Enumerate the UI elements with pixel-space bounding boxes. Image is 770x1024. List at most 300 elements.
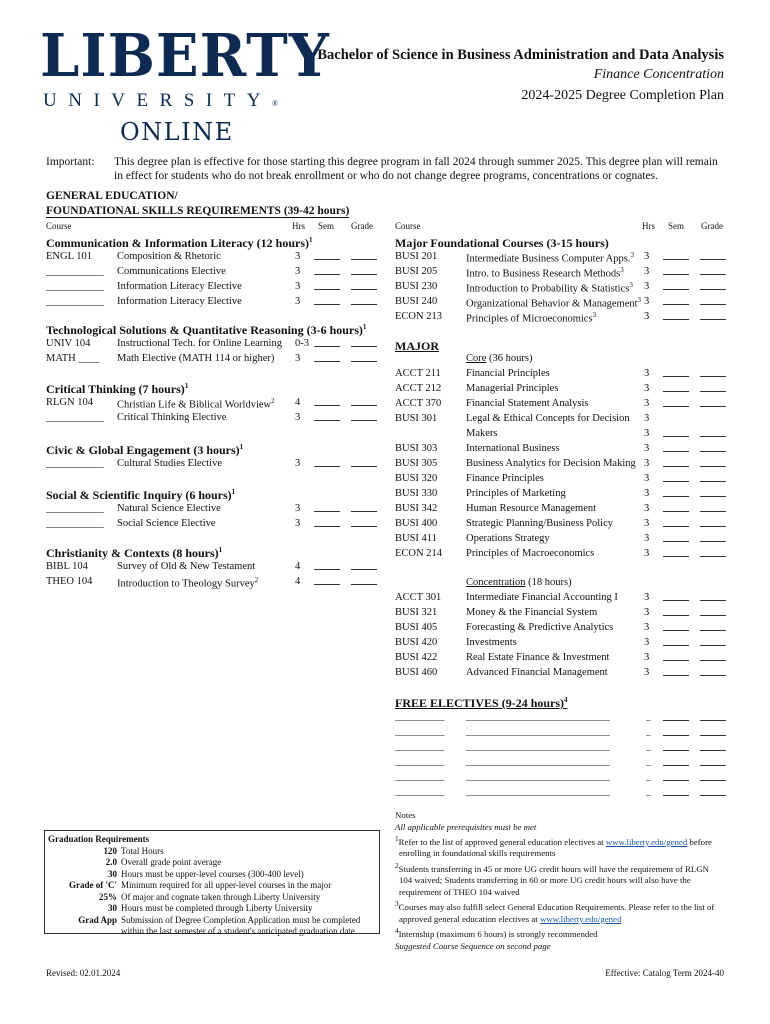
course-name xyxy=(466,383,558,394)
grade-blank[interactable] xyxy=(700,757,726,766)
semester-blank[interactable] xyxy=(663,592,689,601)
semester-blank[interactable] xyxy=(663,443,689,452)
notes xyxy=(395,810,725,952)
semester-blank[interactable] xyxy=(663,757,689,766)
course-hours: 0-3 xyxy=(295,338,309,349)
semester-blank[interactable] xyxy=(663,652,689,661)
course-row xyxy=(0,607,770,622)
course-name-text: Business Analytics for Decision Making xyxy=(466,458,636,469)
course-code: BUSI 321 xyxy=(395,607,438,618)
grad-item xyxy=(45,892,379,904)
grad-item-key: Grade of 'C' xyxy=(69,880,117,890)
elective-name-blank[interactable]: ________________________________ xyxy=(466,772,610,782)
course-code: BUSI 305 xyxy=(395,458,438,469)
course-name-text: Money & the Financial System xyxy=(466,607,598,618)
course-row xyxy=(0,338,770,353)
course-name xyxy=(466,533,550,544)
course-hours: 3 xyxy=(644,533,650,544)
liberty-logo-online: ONLINE xyxy=(120,118,234,146)
concentration-heading-hours: (18 hours) xyxy=(525,577,572,588)
course-hours: 3 xyxy=(644,443,650,454)
semester-blank[interactable] xyxy=(663,368,689,377)
grade-blank[interactable] xyxy=(351,353,377,362)
elective-hours-blank[interactable]: _ xyxy=(646,757,651,767)
grad-item-key: 25% xyxy=(99,891,117,902)
course-row xyxy=(0,368,770,383)
course-row xyxy=(0,576,770,591)
grad-item xyxy=(45,869,379,881)
grade-blank[interactable] xyxy=(700,443,726,452)
grad-item-key: 30 xyxy=(108,868,117,879)
gened-link-2[interactable]: www.liberty.edu/gened xyxy=(539,913,622,924)
course-row xyxy=(0,353,770,368)
grad-item-key: 120 xyxy=(103,845,117,856)
grade-blank[interactable] xyxy=(700,428,726,437)
course-code: ___________ xyxy=(46,296,104,307)
grad-item-key: Grad App xyxy=(78,914,117,925)
effective-term: Effective: Catalog Term 2024-40 xyxy=(605,968,724,978)
semester-blank[interactable] xyxy=(663,503,689,512)
elective-name-blank[interactable]: ________________________________ xyxy=(466,757,610,767)
course-name xyxy=(466,488,566,499)
course-row xyxy=(0,413,770,428)
logo-university-text: UNIVERSITY xyxy=(43,90,272,111)
free-elective-row xyxy=(0,787,770,802)
course-name-text: Finance Principles xyxy=(466,473,544,484)
course-hours: 3 xyxy=(644,413,650,424)
grade-blank[interactable] xyxy=(700,592,726,601)
course-name xyxy=(466,458,636,469)
course-code: BIBL 104 xyxy=(46,561,88,572)
footnote-marker: 1 xyxy=(218,546,223,554)
footnote-marker: 1 xyxy=(362,323,367,331)
grade-blank[interactable] xyxy=(700,251,726,260)
grad-item-value: Minimum required for all upper-level courses in the major xyxy=(121,880,332,890)
graduation-requirements xyxy=(44,830,380,934)
course-hours: 3 xyxy=(644,311,650,322)
course-code: ACCT 370 xyxy=(395,398,442,409)
course-row xyxy=(0,443,770,458)
course-code: BUSI 460 xyxy=(395,667,438,678)
course-name-text: Introduction to Theology Survey xyxy=(117,578,255,590)
semester-blank[interactable] xyxy=(663,488,689,497)
course-code: BUSI 230 xyxy=(395,281,438,292)
note-2: $^2$Students transferring in 45 or more UG credit hours will have the requirement of RLGN xyxy=(395,860,709,874)
important-notice xyxy=(46,155,726,183)
course-code: BUSI 405 xyxy=(395,622,438,633)
course-name-text: Principles of Microeconomics xyxy=(466,313,593,325)
course-name-text: Intermediate Financial Accounting I xyxy=(466,592,618,603)
note-sequence: Suggested Course Sequence on second page xyxy=(395,940,551,951)
course-row-cont xyxy=(0,428,770,443)
note-1-tail: before xyxy=(687,836,712,847)
semester-blank[interactable] xyxy=(663,296,689,305)
course-hours: 3 xyxy=(644,622,650,633)
course-name-text: Introduction to Probability & Statistics xyxy=(466,283,630,295)
course-row xyxy=(0,667,770,682)
semester-blank[interactable] xyxy=(663,548,689,557)
plan-title: 2024-2025 Degree Completion Plan xyxy=(521,88,724,103)
course-hours: 3 xyxy=(644,296,650,307)
course-code: THEO 104 xyxy=(46,576,93,587)
course-row xyxy=(0,518,770,533)
important-label: Important: xyxy=(46,156,95,168)
semester-blank[interactable] xyxy=(663,281,689,290)
grade-blank[interactable] xyxy=(700,727,726,736)
course-hours: 3 xyxy=(644,637,650,648)
note-3: $^3$Courses may also fulfill select General Education Requirements. Please refer to the list of xyxy=(395,899,715,913)
semester-blank[interactable] xyxy=(314,576,340,585)
course-hours: 3 xyxy=(644,503,650,514)
course-code: ___________ xyxy=(46,518,104,529)
course-name xyxy=(117,353,274,364)
course-name xyxy=(466,443,560,454)
semester-blank[interactable] xyxy=(314,338,340,347)
course-hours: 4 xyxy=(295,561,301,572)
elective-hours-blank[interactable]: _ xyxy=(646,787,651,797)
course-name xyxy=(466,251,634,265)
grade-blank[interactable] xyxy=(700,383,726,392)
course-code: ENGL 101 xyxy=(46,251,92,262)
semester-blank[interactable] xyxy=(663,772,689,781)
grade-blank[interactable] xyxy=(700,548,726,557)
course-row xyxy=(0,652,770,667)
grade-blank[interactable] xyxy=(700,652,726,661)
course-name-text: Forecasting & Predictive Analytics xyxy=(466,622,614,633)
course-row xyxy=(0,311,770,326)
grade-blank[interactable] xyxy=(700,772,726,781)
semester-blank[interactable] xyxy=(663,712,689,721)
course-hours: 3 xyxy=(295,296,301,307)
course-name-text: Strategic Planning/Business Policy xyxy=(466,518,613,529)
core-heading-hours: (36 hours) xyxy=(486,353,533,364)
section-title-text: Civic & Global Engagement (3 hours) xyxy=(46,443,240,457)
course-row xyxy=(0,266,770,281)
elective-name-blank[interactable]: ________________________________ xyxy=(466,727,610,737)
course-name-text: Survey of Old & New Testament xyxy=(117,561,256,572)
semester-blank[interactable] xyxy=(663,311,689,320)
semester-blank[interactable] xyxy=(663,458,689,467)
grade-blank[interactable] xyxy=(700,296,726,305)
gen-ed-section-title xyxy=(46,236,312,251)
course-hours: 3 xyxy=(644,607,650,618)
course-name-text: Communications Elective xyxy=(117,266,226,277)
grade-blank[interactable] xyxy=(700,503,726,512)
major-foundational-title: Major Foundational Courses (3-15 hours) xyxy=(395,236,609,250)
course-hours: 4 xyxy=(295,397,301,408)
course-name xyxy=(466,368,550,379)
col-course: Course xyxy=(395,221,421,231)
free-elective-row xyxy=(0,742,770,757)
course-row xyxy=(0,458,770,473)
grad-item-value: Submission of Degree Completion Application must be completed xyxy=(121,914,361,925)
course-name-text: Principles of Macroeconomics xyxy=(466,548,595,559)
footnote-marker: 3 xyxy=(630,251,634,259)
footnote-marker: 3 xyxy=(629,281,633,289)
course-code: BUSI 201 xyxy=(395,251,438,262)
course-code: BUSI 420 xyxy=(395,637,438,648)
course-row xyxy=(0,561,770,576)
course-code: BUSI 240 xyxy=(395,296,438,307)
course-name-text: Intro. to Business Research Methods xyxy=(466,268,621,280)
col-grade: Grade xyxy=(701,221,723,231)
elective-course-blank[interactable]: ___________ xyxy=(395,727,445,737)
course-name xyxy=(466,296,641,310)
grade-blank[interactable] xyxy=(700,398,726,407)
course-hours: 3 xyxy=(644,652,650,663)
course-hours: 3 xyxy=(644,548,650,559)
course-name xyxy=(466,413,630,424)
course-code: ACCT 301 xyxy=(395,592,442,603)
grade-blank[interactable] xyxy=(700,712,726,721)
course-row xyxy=(0,473,770,488)
course-name-text: Financial Statement Analysis xyxy=(466,398,589,409)
course-hours: 3 xyxy=(644,428,650,439)
course-row xyxy=(0,296,770,311)
free-elective-row xyxy=(0,757,770,772)
semester-blank[interactable] xyxy=(663,607,689,616)
course-row xyxy=(0,398,770,413)
grade-blank[interactable] xyxy=(700,787,726,796)
course-row xyxy=(0,592,770,607)
course-name-text: Financial Principles xyxy=(466,368,550,379)
section-title-text: Technological Solutions & Quantitative Reasoning (3-6 hours) xyxy=(46,323,363,337)
course-name-text: Managerial Principles xyxy=(466,383,559,394)
course-name xyxy=(466,607,597,618)
col-sem: Sem xyxy=(318,221,335,231)
grade-blank[interactable] xyxy=(700,622,726,631)
elective-course-blank[interactable]: ___________ xyxy=(395,787,445,797)
course-name xyxy=(466,281,633,295)
course-hours: 3 xyxy=(644,518,650,529)
free-elective-row xyxy=(0,712,770,727)
course-name-text: Critical Thinking Elective xyxy=(117,412,227,423)
grade-blank[interactable] xyxy=(700,637,726,646)
footnote-marker: 4 xyxy=(564,696,568,704)
course-hours: 3 xyxy=(295,503,301,514)
grad-item-value: Hours must be upper-level courses (300-400 level) xyxy=(121,868,304,879)
footnote-marker: 3 xyxy=(620,266,624,274)
course-code: ___________ xyxy=(46,281,104,292)
grade-blank[interactable] xyxy=(700,742,726,751)
concentration-heading-label: Concentration xyxy=(466,577,526,588)
course-code: ECON 214 xyxy=(395,548,442,559)
gened-link[interactable]: www.liberty.edu/gened xyxy=(605,836,688,847)
right-column-headers xyxy=(0,221,770,233)
course-hours: 3 xyxy=(644,592,650,603)
footnote-marker: 1 xyxy=(184,382,189,390)
course-name xyxy=(466,637,517,648)
col-course: Course xyxy=(46,221,72,231)
grade-blank[interactable] xyxy=(700,311,726,320)
grad-item xyxy=(45,903,379,915)
grad-title: Graduation Requirements xyxy=(48,834,150,844)
elective-course-blank[interactable]: ___________ xyxy=(395,772,445,782)
elective-name-blank[interactable]: ________________________________ xyxy=(466,712,610,722)
semester-blank[interactable] xyxy=(663,473,689,482)
course-name-text: Natural Science Elective xyxy=(117,503,221,514)
grade-blank[interactable] xyxy=(700,607,726,616)
liberty-logo-wordmark: LIBERTY xyxy=(40,21,330,91)
course-hours: 3 xyxy=(644,281,650,292)
grade-blank[interactable] xyxy=(700,533,726,542)
elective-course-blank[interactable]: ___________ xyxy=(395,742,445,752)
course-row xyxy=(0,533,770,548)
course-name-text: Information Literacy Elective xyxy=(117,296,242,307)
course-name xyxy=(466,592,618,603)
elective-name-blank[interactable]: ________________________________ xyxy=(466,742,610,752)
semester-blank[interactable] xyxy=(663,428,689,437)
course-hours: 3 xyxy=(644,488,650,499)
semester-blank[interactable] xyxy=(663,622,689,631)
free-electives-text: FREE ELECTIVES (9-24 hours) xyxy=(395,696,565,710)
grade-blank[interactable] xyxy=(700,488,726,497)
course-name-text: Operations Strategy xyxy=(466,533,550,544)
core-heading xyxy=(466,353,533,368)
course-hours: 3 xyxy=(295,353,301,364)
semester-blank[interactable] xyxy=(663,637,689,646)
elective-name-blank[interactable]: ________________________________ xyxy=(466,787,610,797)
course-code: RLGN 104 xyxy=(46,397,93,408)
grade-blank[interactable] xyxy=(700,458,726,467)
section-title-text: Critical Thinking (7 hours) xyxy=(46,382,185,396)
course-name-text: Real Estate Finance & Investment xyxy=(466,652,610,663)
section-title-text: Social & Scientific Inquiry (6 hours) xyxy=(46,488,232,502)
course-hours: 3 xyxy=(295,266,301,277)
course-name-text: Christian Life & Biblical Worldview xyxy=(117,399,272,411)
semester-blank[interactable] xyxy=(663,727,689,736)
grade-blank[interactable] xyxy=(700,518,726,527)
footnote-marker: 3 xyxy=(637,296,642,304)
course-hours: 3 xyxy=(295,412,301,423)
semester-blank[interactable] xyxy=(663,518,689,527)
core-heading-label: Core xyxy=(466,353,487,364)
course-hours: 3 xyxy=(295,281,301,292)
course-code: BUSI 422 xyxy=(395,652,438,663)
footnote-marker: 2 xyxy=(271,397,275,405)
footnote-marker: 1 xyxy=(239,443,244,451)
col-hrs: Hrs xyxy=(292,221,305,231)
course-name xyxy=(466,652,609,663)
free-electives-heading xyxy=(395,696,568,711)
course-hours: 3 xyxy=(644,368,650,379)
course-name-text: Instructional Tech. for Online Learning xyxy=(117,338,282,349)
grade-blank[interactable] xyxy=(700,266,726,275)
course-name-text: Investments xyxy=(466,637,517,648)
grad-item xyxy=(45,857,379,869)
course-code: ___________ xyxy=(46,266,104,277)
course-row xyxy=(0,637,770,652)
course-code: ___________ xyxy=(46,412,104,423)
elective-course-blank[interactable]: ___________ xyxy=(395,712,445,722)
grade-blank[interactable] xyxy=(700,368,726,377)
course-hours: 4 xyxy=(295,576,301,587)
course-name xyxy=(466,266,624,280)
course-name xyxy=(466,622,613,633)
course-name xyxy=(466,667,608,678)
course-hours: 3 xyxy=(295,251,301,262)
grade-blank[interactable] xyxy=(351,338,377,347)
semester-blank[interactable] xyxy=(663,383,689,392)
note-1: $^1$Refer to the list of approved general education electives at www.liberty.edu/gened before xyxy=(395,834,712,847)
course-hours: 3 xyxy=(295,518,301,529)
semester-blank[interactable] xyxy=(314,353,340,362)
note-4: $^4$Internship (maximum 6 hours) is strongly recommended xyxy=(395,926,598,940)
course-code: BUSI 205 xyxy=(395,266,438,277)
note-3-cont-text: approved general education electives at xyxy=(399,913,540,924)
course-hours: 3 xyxy=(644,251,650,262)
note-2-cont2: requirement of THEO 104 waived xyxy=(399,886,520,897)
col-sem: Sem xyxy=(668,221,685,231)
course-hours: 3 xyxy=(644,398,650,409)
elective-hours-blank[interactable]: _ xyxy=(646,727,651,737)
course-hours: 3 xyxy=(644,473,650,484)
course-name xyxy=(466,311,596,325)
elective-course-blank[interactable]: ___________ xyxy=(395,757,445,767)
course-name xyxy=(466,518,613,529)
elective-hours-blank[interactable]: _ xyxy=(646,772,651,782)
course-code: ACCT 211 xyxy=(395,368,441,379)
footnote-marker: 3 xyxy=(592,311,597,319)
course-row xyxy=(0,503,770,518)
important-text: This degree plan is effective for those starting this degree program in fall 2024 through summer 2025. This degree plan will remain in effect for students who do not break enrollment or who do not change degree programs, concentrations or cognates. xyxy=(114,156,718,182)
course-name-text: International Business xyxy=(466,443,560,454)
course-name xyxy=(117,576,258,590)
elective-hours-blank[interactable]: _ xyxy=(646,712,651,722)
course-name xyxy=(466,548,594,559)
course-code: BUSI 342 xyxy=(395,503,438,514)
course-code: BUSI 301 xyxy=(395,413,438,424)
elective-hours-blank[interactable]: _ xyxy=(646,742,651,752)
grad-item-value: Hours must be completed through Liberty University xyxy=(121,903,313,913)
course-hours: 3 xyxy=(644,383,650,394)
note-2-text: Students transferring in 45 or more UG credit hours will have the requirement of RLGN xyxy=(398,863,709,874)
semester-blank[interactable] xyxy=(663,787,689,796)
grad-item-key: 2.0 xyxy=(105,857,117,867)
semester-blank[interactable] xyxy=(663,667,689,676)
semester-blank[interactable] xyxy=(663,742,689,751)
semester-blank[interactable] xyxy=(663,398,689,407)
grad-item-value: Total Hours xyxy=(121,845,164,856)
col-grade: Grade xyxy=(351,221,373,231)
semester-blank[interactable] xyxy=(663,251,689,260)
semester-blank[interactable] xyxy=(663,533,689,542)
grade-blank[interactable] xyxy=(700,667,726,676)
course-row xyxy=(0,488,770,503)
grade-blank[interactable] xyxy=(700,473,726,482)
course-hours: 3 xyxy=(295,458,301,469)
note-3-cont xyxy=(395,914,725,926)
notes-title: Notes xyxy=(395,810,416,820)
course-name-text: Legal & Ethical Concepts for Decision xyxy=(466,413,630,424)
grad-item xyxy=(45,915,379,927)
section-title-text: Christianity & Contexts (8 hours) xyxy=(46,546,219,560)
grad-item xyxy=(45,846,379,858)
course-hours: 3 xyxy=(644,667,650,678)
footnote-marker: 1 xyxy=(231,488,236,496)
grade-blank[interactable] xyxy=(351,576,377,585)
major-heading: MAJOR xyxy=(395,339,439,353)
program-title: Bachelor of Science in Business Administration and Data Analysis xyxy=(317,47,724,63)
course-code: BUSI 411 xyxy=(395,533,437,544)
course-name-text: Human Resource Management xyxy=(466,503,597,514)
course-code: BUSI 320 xyxy=(395,473,438,484)
semester-blank[interactable] xyxy=(663,266,689,275)
concentration-title: Finance Concentration xyxy=(593,67,724,82)
grad-last-line: within the last semester of a student's anticipated graduation date xyxy=(121,926,355,936)
grade-blank[interactable] xyxy=(700,281,726,290)
course-code: BUSI 400 xyxy=(395,518,438,529)
